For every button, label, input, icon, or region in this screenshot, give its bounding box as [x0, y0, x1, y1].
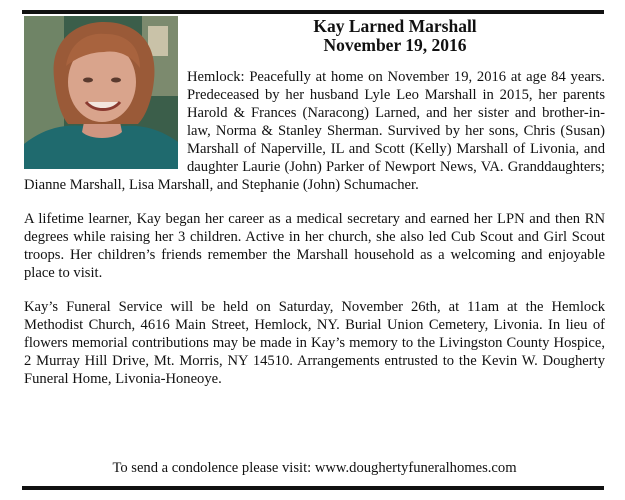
bottom-rule [22, 486, 604, 490]
paragraph-family: Hemlock: Peacefully at home on November 19, 2016 at age 84 years. Predeceased by her husband Lyle Leo Marshall in 2015, her parents Harold & Frances (Naracong) Larned, and her sister and brother-in-law, Norma & Stanley Sherman. Survived by her sons, Chris (Susan) Marshall of Naperville, IL and Scott (Kelly) Marshall of Livonia, and daughter Laurie (John) Parker of Newport News, VA. Granddaughters; Dianne Marshall, Lisa Marshall, and Stephanie (John) Schumacher. [24, 69, 605, 193]
paragraph-career: A lifetime learner, Kay began her career as a medical secretary and earned her LPN and then RN degrees while raising her 3 children. Active in her church, she also led Cub Scout and Girl Scout troops. Her children’s friends remember the Marshall household as a welcoming and enjoyable place to visit. [24, 211, 605, 281]
condolence-line: To send a condolence please visit: www.doughertyfuneralhomes.com [112, 460, 517, 476]
deceased-name: Kay Larned Marshall [313, 16, 477, 36]
obituary-body [24, 68, 605, 404]
date-of-death: November 19, 2016 [323, 35, 467, 55]
paragraph-funeral-service: Kay’s Funeral Service will be held on Saturday, November 26th, at 11am at the Hemlock Methodist Church, 4616 Main Street, Hemlock, NY. Burial Union Cemetery, Livonia. In lieu of flowers memorial contributions may be made in Kay’s memory to the Livingston County Hospice, 2 Murray Hill Drive, Mt. Morris, NY 14510. Arrangements entrusted to the Kevin W. Dougherty Funeral Home, Livonia-Honeoye. [24, 299, 605, 387]
photo-wrap-spacer [24, 68, 187, 172]
top-rule [22, 10, 604, 14]
obituary-heading [185, 17, 605, 55]
